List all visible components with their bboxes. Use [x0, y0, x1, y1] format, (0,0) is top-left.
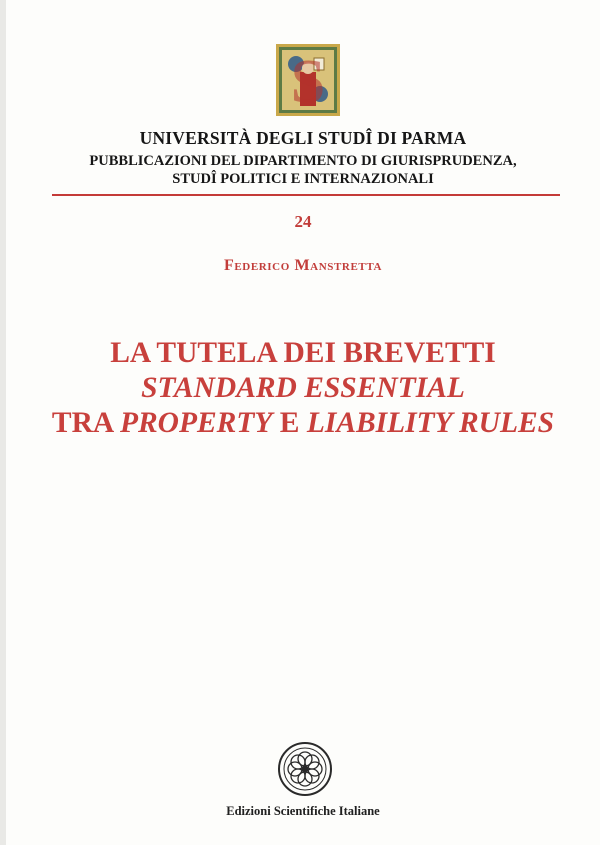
department-line-2: STUDÎ POLITICI E INTERNAZIONALI [172, 171, 434, 187]
title-line-3-part-2: PROPERTY [119, 407, 273, 439]
title-line-3-part-4: LIABILITY RULES [306, 407, 555, 439]
title-line-3-part-3: E [272, 407, 307, 439]
series-number: 24 [294, 212, 312, 231]
department-name [6, 152, 600, 188]
header-divider [52, 194, 560, 196]
illuminated-initial-emblem [276, 44, 340, 116]
department-line-1: PUBBLICAZIONI DEL DIPARTIMENTO DI GIURISPRUDENZA, [89, 153, 517, 169]
title-line-3-part-1: TRA [51, 407, 120, 439]
title-line-3 [6, 406, 600, 441]
emblem-letter: S [290, 48, 326, 116]
university-name: UNIVERSITÀ DEGLI STUDÎ DI PARMA [139, 128, 467, 148]
title-line-2: STANDARD ESSENTIAL [141, 372, 465, 404]
author-name: Federico Manstretta [223, 257, 383, 274]
publisher-name: Edizioni Scientifiche Italiane [226, 804, 380, 818]
publisher-logo-icon [277, 741, 333, 797]
book-title [6, 336, 600, 441]
title-line-1: LA TUTELA DEI BREVETTI [110, 337, 496, 369]
